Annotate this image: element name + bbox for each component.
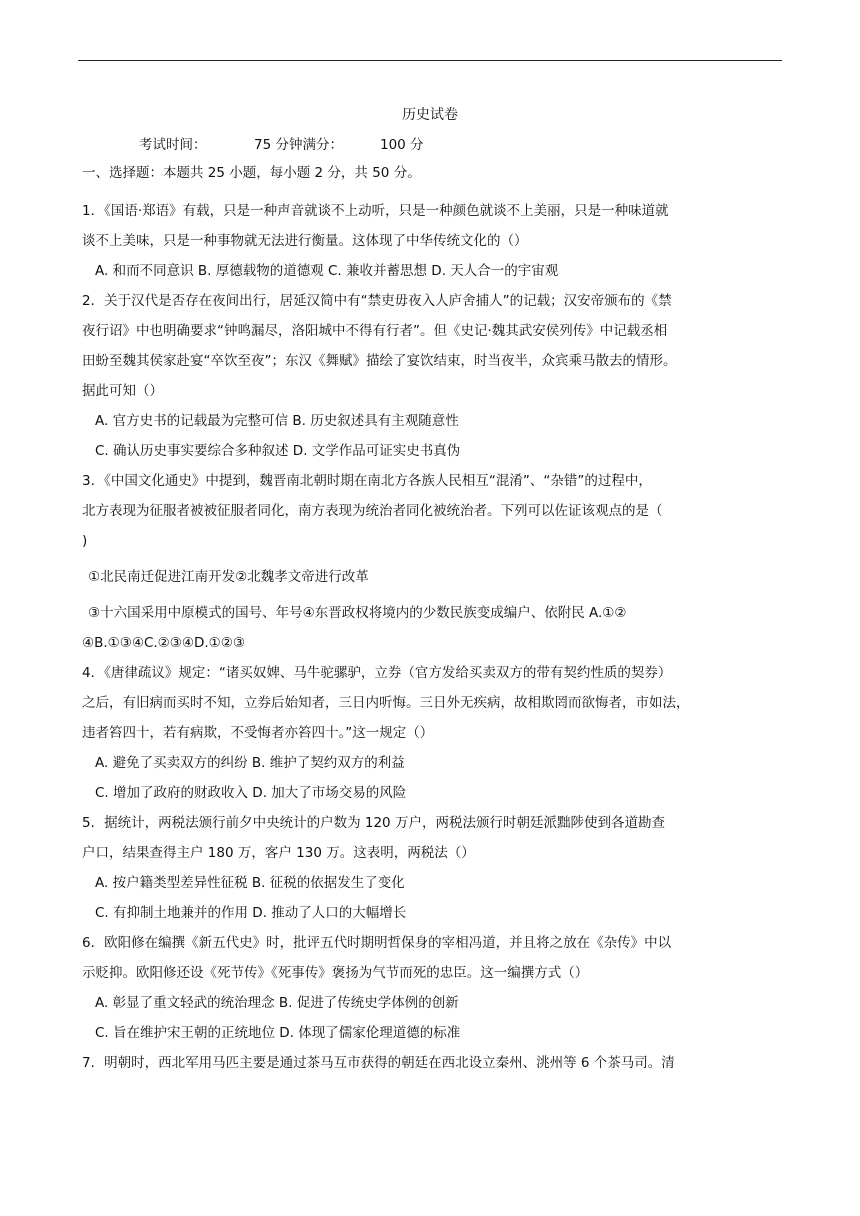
text-line: 北方表现为征服者被被征服者同化，南方表现为统治者同化被统治者。下列可以佐证该观点的是（ <box>82 503 663 519</box>
text-line: ) <box>82 533 88 549</box>
text-line: 户口，结果查得主户 180 万，客户 130 万。这表明，两税法（） <box>82 845 475 861</box>
text-line: ③十六国采用中原模式的国号、年号④东晋政权将境内的少数民族变成编户、依附民 A.①② <box>88 605 627 621</box>
text-line: 1．《国语·郑语》有载，只是一种声音就谈不上动听，只是一种颜色就谈不上美丽，只是一种味道就 <box>82 203 669 219</box>
header-rule <box>78 60 782 61</box>
text-line: C. 增加了政府的财政收入 D. 加大了市场交易的风险 <box>95 785 407 801</box>
text-line: A. 避免了买卖双方的纠纷 B. 维护了契约双方的利益 <box>95 755 405 771</box>
exam-time-label: 考试时间： <box>139 137 207 153</box>
text-line: A. 和而不同意识 B. 厚德载物的道德观 C. 兼收并蓄思想 D. 天人合一的宇宙观 <box>95 263 559 279</box>
text-line: 6．欧阳修在编撰《新五代史》时，批评五代时期明哲保身的宰相冯道，并且将之放在《杂传》中以 <box>82 935 672 951</box>
text-line: 夜行诏》中也明确要求“钟鸣漏尽，洛阳城中不得有行者”。但《史记·魏其武安侯列传》中记载丞相 <box>82 323 668 339</box>
text-line: 据此可知（） <box>82 383 163 399</box>
text-line: 违者笞四十，若有病欺，不受悔者亦笞四十。”这一规定（） <box>82 725 434 741</box>
text-line: 7．明朝时，西北军用马匹主要是通过茶马互市获得的朝廷在西北设立秦州、洮州等 6 个茶马司。清 <box>82 1055 675 1071</box>
text-line: 4．《唐律疏议》规定：“诸买奴婢、马牛驼骡驴，立券（官方发给买卖双方的带有契约性质的契券） <box>82 665 672 681</box>
text-line: C. 有抑制土地兼并的作用 D. 推动了人口的大幅增长 <box>95 905 407 921</box>
text-line: A. 按户籍类型差异性征税 B. 征税的依据发生了变化 <box>95 875 405 891</box>
text-line: 3．《中国文化通史》中提到，魏晋南北朝时期在南北方各族人民相互“混淆”、“杂错”的过程中， <box>82 473 652 489</box>
text-line: 之后，有旧病而买时不知，立券后始知者，三日内听悔。三日外无疾病，故相欺罔而欲悔者，市如法， <box>82 695 690 711</box>
exam-time-value: 75 分钟满分： <box>254 137 343 153</box>
text-line: 示贬抑。欧阳修还设《死节传》《死事传》褒扬为气节而死的忠臣。这一编撰方式（） <box>82 965 589 981</box>
question-body <box>82 196 772 1078</box>
text-line: C. 旨在维护宋王朝的正统地位 D. 体现了儒家伦理道德的标准 <box>95 1025 461 1041</box>
section-heading: 一、选择题：本题共 25 小题，每小题 2 分，共 50 分。 <box>82 165 421 181</box>
text-line: 5．据统计，两税法颁行前夕中央统计的户数为 120 万户，两税法颁行时朝廷派黜陟使到各道勘查 <box>82 815 665 831</box>
text-line: ①北民南迁促进江南开发②北魏孝文帝进行改革 <box>88 569 369 585</box>
full-score-value: 100 分 <box>380 137 424 153</box>
text-line: C. 确认历史事实要综合多种叙述 D. 文学作品可证实史书真伪 <box>95 443 461 459</box>
text-line: A. 彰显了重文轻武的统治理念 B. 促进了传统史学体例的创新 <box>95 995 459 1011</box>
text-line: A. 官方史书的记载最为完整可信 B. 历史叙述具有主观随意性 <box>95 413 459 429</box>
text-line: 田蚡至魏其侯家赴宴“卒饮至夜”；东汉《舞赋》描绘了宴饮结束，时当夜半，众宾乘马散去的情形。 <box>82 353 677 369</box>
text-line: 谈不上美味，只是一种事物就无法进行衡量。这体现了中华传统文化的（） <box>82 233 528 249</box>
text-line: 2．关于汉代是否存在夜间出行，居延汉简中有“禁吏毋夜入人庐舍捕人”的记载；汉安帝颁布的《禁 <box>82 293 672 309</box>
text-line: ④B.①③④C.②③④D.①②③ <box>82 635 245 651</box>
page-title: 历史试卷 <box>402 107 458 123</box>
